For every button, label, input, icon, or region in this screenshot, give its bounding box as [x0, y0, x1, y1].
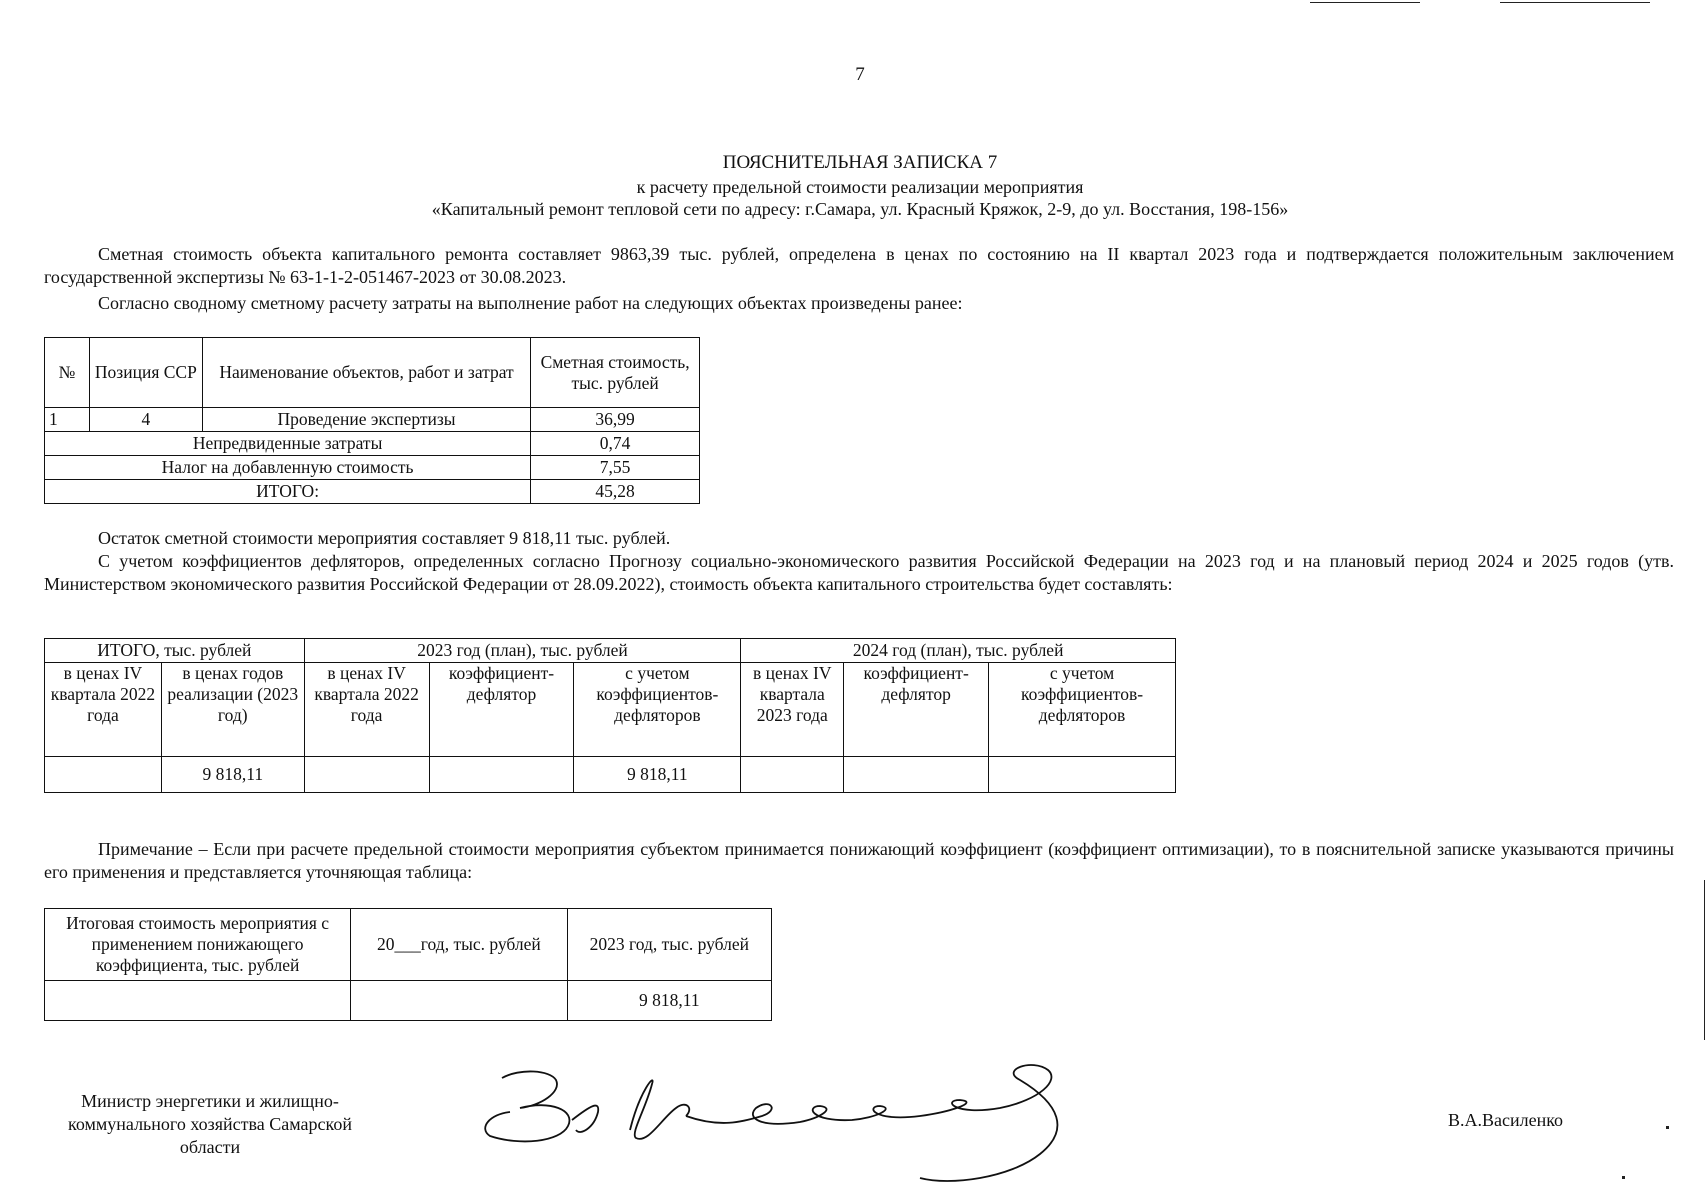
table-row — [45, 981, 772, 1021]
sub-c5: с учетом коэффициентов-дефляторов — [574, 663, 741, 757]
signatory-position: Министр энергетики и жилищно-коммунального хозяйства Самарской области — [68, 1091, 352, 1157]
object-name: «Капитальный ремонт тепловой сети по адресу: г.Самара, ул. Красный Кряжок, 2-9, до ул. Восстания, 198-156» — [431, 199, 1289, 219]
document-subtitle: к расчету предельной стоимости реализации мероприятия — [636, 177, 1084, 197]
scan-artifact-line — [1704, 880, 1705, 1040]
intro-paragraph-2: Согласно сводному сметному расчету затраты на выполнение работ на следующих объектах произведены ранее: — [98, 293, 963, 313]
scan-artifact-line — [1500, 2, 1650, 3]
reduction-header-year: 20___год, тыс. рублей — [351, 909, 567, 981]
header-num: № — [45, 338, 90, 408]
reduction-header-2023: 2023 год, тыс. рублей — [567, 909, 771, 981]
reduction-value-2023: 9 818,11 — [567, 981, 771, 1021]
summary-label: Непредвиденные затраты — [45, 432, 531, 456]
handwritten-signature — [480, 1050, 1160, 1190]
summary-value: 45,28 — [531, 480, 700, 504]
sub-c2: в ценах годов реализации (2023 год) — [161, 663, 304, 757]
table-group-header-row — [45, 639, 1176, 663]
summary-value: 7,55 — [531, 456, 700, 480]
summary-label: ИТОГО: — [45, 480, 531, 504]
sub-c4: коэффициент-дефлятор — [429, 663, 574, 757]
reduction-header-total: Итоговая стоимость мероприятия с применением понижающего коэффициента, тыс. рублей — [45, 909, 351, 981]
document-title: ПОЯСНИТЕЛЬНАЯ ЗАПИСКА 7 — [722, 152, 998, 173]
reduction-value-year — [351, 981, 567, 1021]
deflator-paragraph: С учетом коэффициентов дефляторов, определенных согласно Прогнозу социально-экономического развития Российской Федерации на 2023 год и на плановый период 2024 и 2025 годов (утв. Министерством экономического развития Российской Федерации от 28.09.2022), стоимость объекта капитального строительства будет составлять: — [44, 551, 1674, 594]
value-c1 — [45, 757, 162, 793]
table-header-row — [45, 909, 772, 981]
sub-c6: в ценах IV квартала 2023 года — [741, 663, 844, 757]
summary-label: Налог на добавленную стоимость — [45, 456, 531, 480]
page-number: 7 — [855, 64, 865, 85]
group-2024: 2024 год (план), тыс. рублей — [741, 639, 1176, 663]
value-c2: 9 818,11 — [161, 757, 304, 793]
row-cost: 36,99 — [531, 408, 700, 432]
value-c4 — [429, 757, 574, 793]
table-row — [45, 456, 700, 480]
header-name: Наименование объектов, работ и затрат — [202, 338, 530, 408]
group-total: ИТОГО, тыс. рублей — [45, 639, 305, 663]
table-row — [45, 432, 700, 456]
table-header-row — [45, 338, 700, 408]
value-c3 — [304, 757, 429, 793]
table-subheader-row — [45, 663, 1176, 757]
signature-stroke — [630, 1080, 689, 1139]
scan-artifact-dot — [1666, 1126, 1669, 1129]
summary-value: 0,74 — [531, 432, 700, 456]
reduction-value-total — [45, 981, 351, 1021]
note-paragraph: Примечание – Если при расчете предельной стоимости мероприятия субъектом принимается понижающий коэффициент (коэффициент оптимизации), то в пояснительной записке указываются причины его применения и представляется уточняющая таблица: — [44, 839, 1674, 882]
signature-stroke — [485, 1071, 569, 1141]
group-2023: 2023 год (план), тыс. рублей — [304, 639, 741, 663]
header-cost: Сметная стоимость, тыс. рублей — [531, 338, 700, 408]
table-row — [45, 480, 700, 504]
previous-costs-table — [44, 337, 700, 504]
value-c5: 9 818,11 — [574, 757, 741, 793]
scan-artifact-line — [1310, 2, 1420, 3]
deflator-table — [44, 638, 1176, 793]
signatory-name: В.А.Василенко — [1448, 1110, 1564, 1130]
value-c7 — [844, 757, 989, 793]
scan-artifact-dot — [1622, 1176, 1625, 1179]
sub-c8: с учетом коэффициентов-дефляторов — [989, 663, 1176, 757]
remainder-paragraph: Остаток сметной стоимости мероприятия составляет 9 818,11 тыс. рублей. — [98, 528, 671, 548]
signature-stroke — [686, 1065, 1057, 1181]
row-position: 4 — [89, 408, 202, 432]
table-row — [45, 757, 1176, 793]
sub-c3: в ценах IV квартала 2022 года — [304, 663, 429, 757]
sub-c1: в ценах IV квартала 2022 года — [45, 663, 162, 757]
intro-paragraph-1: Сметная стоимость объекта капитального ремонта составляет 9863,39 тыс. рублей, определена в ценах по состоянию на II квартал 2023 года и подтверждается положительным заключением государственной экспертизы № 63-1-1-2-051467-2023 от 30.08.2023. — [44, 244, 1674, 287]
sub-c7: коэффициент-дефлятор — [844, 663, 989, 757]
reduction-table — [44, 908, 772, 1021]
table-row — [45, 408, 700, 432]
signature-stroke — [572, 1106, 598, 1132]
row-num: 1 — [45, 408, 90, 432]
value-c8 — [989, 757, 1176, 793]
header-position: Позиция ССР — [89, 338, 202, 408]
row-name: Проведение экспертизы — [202, 408, 530, 432]
value-c6 — [741, 757, 844, 793]
